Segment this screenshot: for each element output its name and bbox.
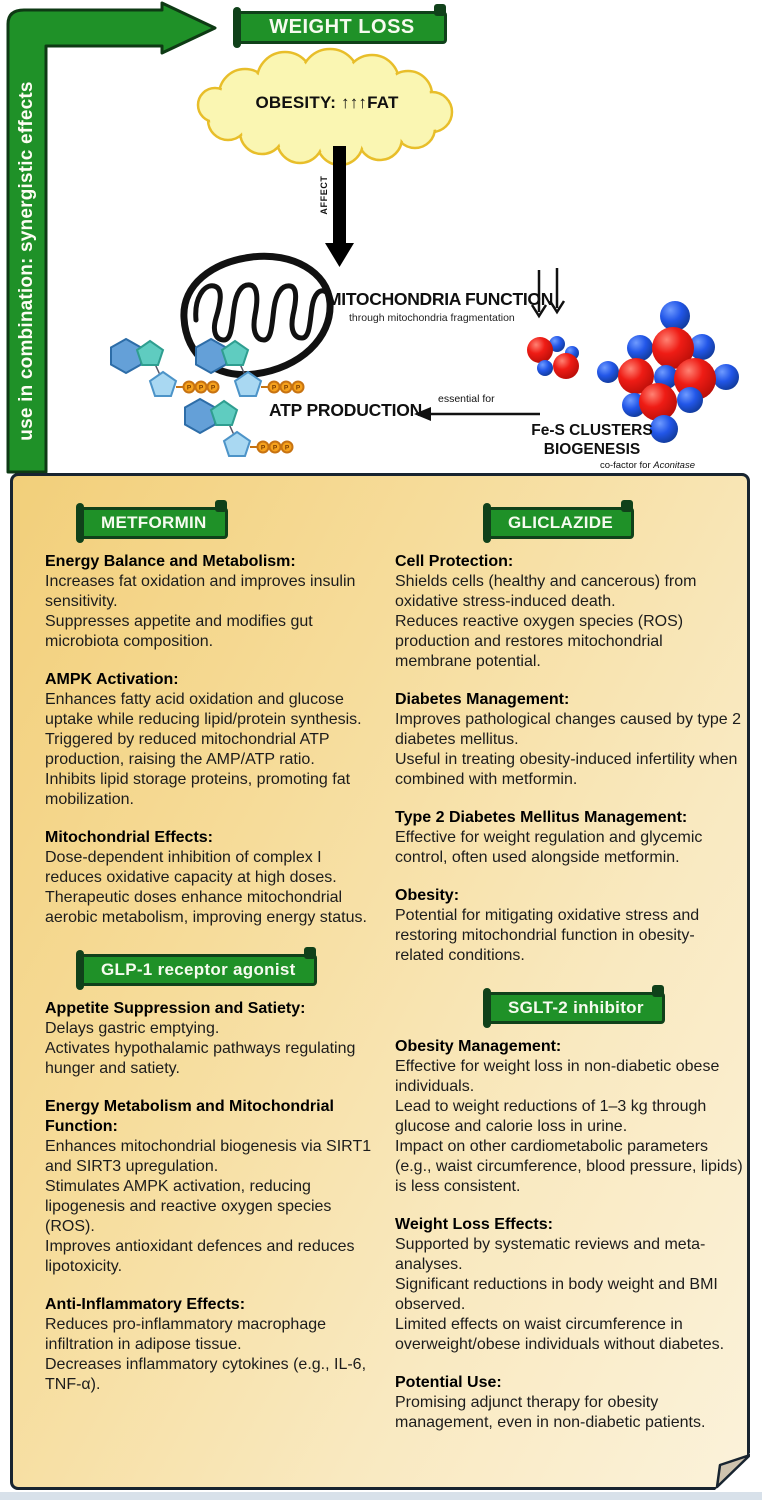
fes-caption-prefix: co-factor for bbox=[599, 460, 654, 471]
block-line: Effective for weight regulation and glycemic control, often used alongside metformin. bbox=[395, 829, 703, 866]
block-line: Enhances mitochondrial biogenesis via SIRT1 and SIRT3 upregulation. bbox=[45, 1138, 372, 1175]
block-line: Promising adjunct therapy for obesity management, even in non-diabetic patients. bbox=[395, 1394, 706, 1431]
fes-clusters-line2: BIOGENESIS bbox=[543, 441, 641, 458]
block-heading: Energy Metabolism and Mitochondrial Function: bbox=[45, 1098, 334, 1135]
phosphate-label: P bbox=[186, 384, 192, 392]
text-block bbox=[45, 828, 377, 928]
block-heading: Diabetes Management: bbox=[395, 691, 570, 708]
block-heading: Anti-Inflammatory Effects: bbox=[45, 1296, 246, 1313]
bottom-strip bbox=[0, 1492, 762, 1500]
text-block bbox=[45, 670, 377, 810]
block-heading: Mitochondrial Effects: bbox=[45, 829, 214, 846]
text-block bbox=[395, 690, 743, 790]
block-line: Increases fat oxidation and improves insulin sensitivity. bbox=[45, 573, 356, 610]
weight-loss-banner bbox=[237, 11, 447, 44]
banner-label: GLP-1 receptor agonist bbox=[101, 960, 296, 979]
block-heading: Obesity Management: bbox=[395, 1038, 562, 1055]
block-heading: Potential Use: bbox=[395, 1374, 502, 1391]
essential-arrow-icon bbox=[414, 407, 540, 421]
obesity-cloud-label: OBESITY: ↑↑↑FAT bbox=[255, 93, 399, 112]
block-heading: Weight Loss Effects: bbox=[395, 1216, 553, 1233]
block-line: Suppresses appetite and modifies gut microbiota composition. bbox=[45, 613, 313, 650]
block-line: Shields cells (healthy and cancerous) from oxidative stress-induced death. bbox=[395, 573, 697, 610]
block-line: Reduces pro-inflammatory macrophage infiltration in adipose tissue. bbox=[45, 1316, 327, 1353]
fes-clusters-line1: Fe-S CLUSTERS bbox=[531, 422, 653, 439]
essential-for-label: essential for bbox=[438, 393, 495, 405]
text-block bbox=[45, 999, 377, 1079]
fes-cluster-small-icon bbox=[527, 336, 579, 379]
glp1-banner bbox=[80, 954, 317, 986]
text-block bbox=[395, 1037, 743, 1197]
block-heading: AMPK Activation: bbox=[45, 671, 179, 688]
block-line: Enhances fatty acid oxidation and glucose uptake while reducing lipid/protein synthesis. bbox=[45, 691, 362, 728]
block-line: Limited effects on waist circumference in overweight/obese individuals without diabetes. bbox=[395, 1316, 725, 1353]
block-heading: Type 2 Diabetes Mellitus Management: bbox=[395, 809, 688, 826]
banner-label: GLICLAZIDE bbox=[508, 513, 613, 532]
left-column bbox=[45, 507, 377, 1413]
block-line: Therapeutic doses enhance mitochondrial aerobic metabolism, improving energy status. bbox=[45, 889, 367, 926]
block-line: Improves pathological changes caused by type 2 diabetes mellitus. bbox=[395, 711, 741, 748]
block-heading: Energy Balance and Metabolism: bbox=[45, 553, 296, 570]
block-line: Significant reductions in body weight and BMI observed. bbox=[395, 1276, 718, 1313]
block-line: Activates hypothalamic pathways regulating hunger and satiety. bbox=[45, 1040, 356, 1077]
mitochondria-function-subtitle: through mitochondria fragmentation bbox=[349, 312, 515, 324]
text-block bbox=[45, 1295, 377, 1395]
right-column bbox=[395, 507, 743, 1451]
text-block bbox=[395, 1373, 743, 1433]
atp-production-title: ATP PRODUCTION bbox=[269, 400, 423, 420]
text-block bbox=[395, 808, 743, 868]
mitochondria-function-title: MITOCHONDRIA FUNCTION bbox=[327, 289, 554, 309]
metformin-banner bbox=[80, 507, 228, 539]
text-block bbox=[45, 552, 377, 652]
block-line: Delays gastric emptying. bbox=[45, 1020, 220, 1037]
block-line: Improves antioxidant defences and reduces lipotoxicity. bbox=[45, 1238, 355, 1275]
text-block bbox=[395, 886, 743, 966]
block-line: Triggered by reduced mitochondrial ATP production, raising the AMP/ATP ratio. bbox=[45, 731, 330, 768]
banner-label: METFORMIN bbox=[101, 513, 207, 532]
block-line: Dose-dependent inhibition of complex I reduces oxidative capacity at high doses. bbox=[45, 849, 337, 886]
sglt2-banner bbox=[487, 992, 665, 1024]
fes-caption-aconitase: Aconitase bbox=[653, 460, 695, 471]
block-line: Effective for weight loss in non-diabetic obese individuals. bbox=[395, 1058, 720, 1095]
ribbon-arrow bbox=[8, 3, 215, 472]
ribbon-label: use in combination: synergistic effects bbox=[16, 81, 37, 441]
text-block bbox=[45, 1097, 377, 1277]
block-line: Decreases inflammatory cytokines (e.g., IL-6, TNF-α). bbox=[45, 1356, 367, 1393]
block-line: Stimulates AMPK activation, reducing lipogenesis and reactive oxygen species (ROS). bbox=[45, 1178, 332, 1235]
block-line: Supported by systematic reviews and meta-analyses. bbox=[395, 1236, 706, 1273]
block-heading: Obesity: bbox=[395, 887, 460, 904]
block-line: Inhibits lipid storage proteins, promoting fat mobilization. bbox=[45, 771, 351, 808]
affect-label: AFFECT bbox=[319, 175, 329, 215]
phosphate-label: P bbox=[198, 384, 204, 392]
banner-label: SGLT-2 inhibitor bbox=[508, 998, 644, 1017]
block-line: Reduces reactive oxygen species (ROS) production and restores mitochondrial membrane potential. bbox=[395, 613, 684, 670]
block-line: Lead to weight reductions of 1–3 kg through glucose and calorie loss in urine. bbox=[395, 1098, 707, 1135]
block-heading: Appetite Suppression and Satiety: bbox=[45, 1000, 306, 1017]
fes-caption bbox=[545, 460, 695, 471]
gliclazide-banner bbox=[487, 507, 634, 539]
block-line: Useful in treating obesity-induced infertility when combined with metformin. bbox=[395, 751, 738, 788]
text-block bbox=[395, 1215, 743, 1355]
weight-loss-label: WEIGHT LOSS bbox=[269, 16, 415, 38]
text-block bbox=[395, 552, 743, 672]
block-line: Potential for mitigating oxidative stress and restoring mitochondrial function in obesity-related conditions. bbox=[395, 907, 700, 964]
block-heading: Cell Protection: bbox=[395, 553, 514, 570]
phosphate-label: P bbox=[210, 384, 216, 392]
block-line: Impact on other cardiometabolic parameters (e.g., waist circumference, blood pressure, lipids) is less consistent. bbox=[395, 1138, 743, 1195]
fes-clusters-title bbox=[517, 421, 667, 459]
